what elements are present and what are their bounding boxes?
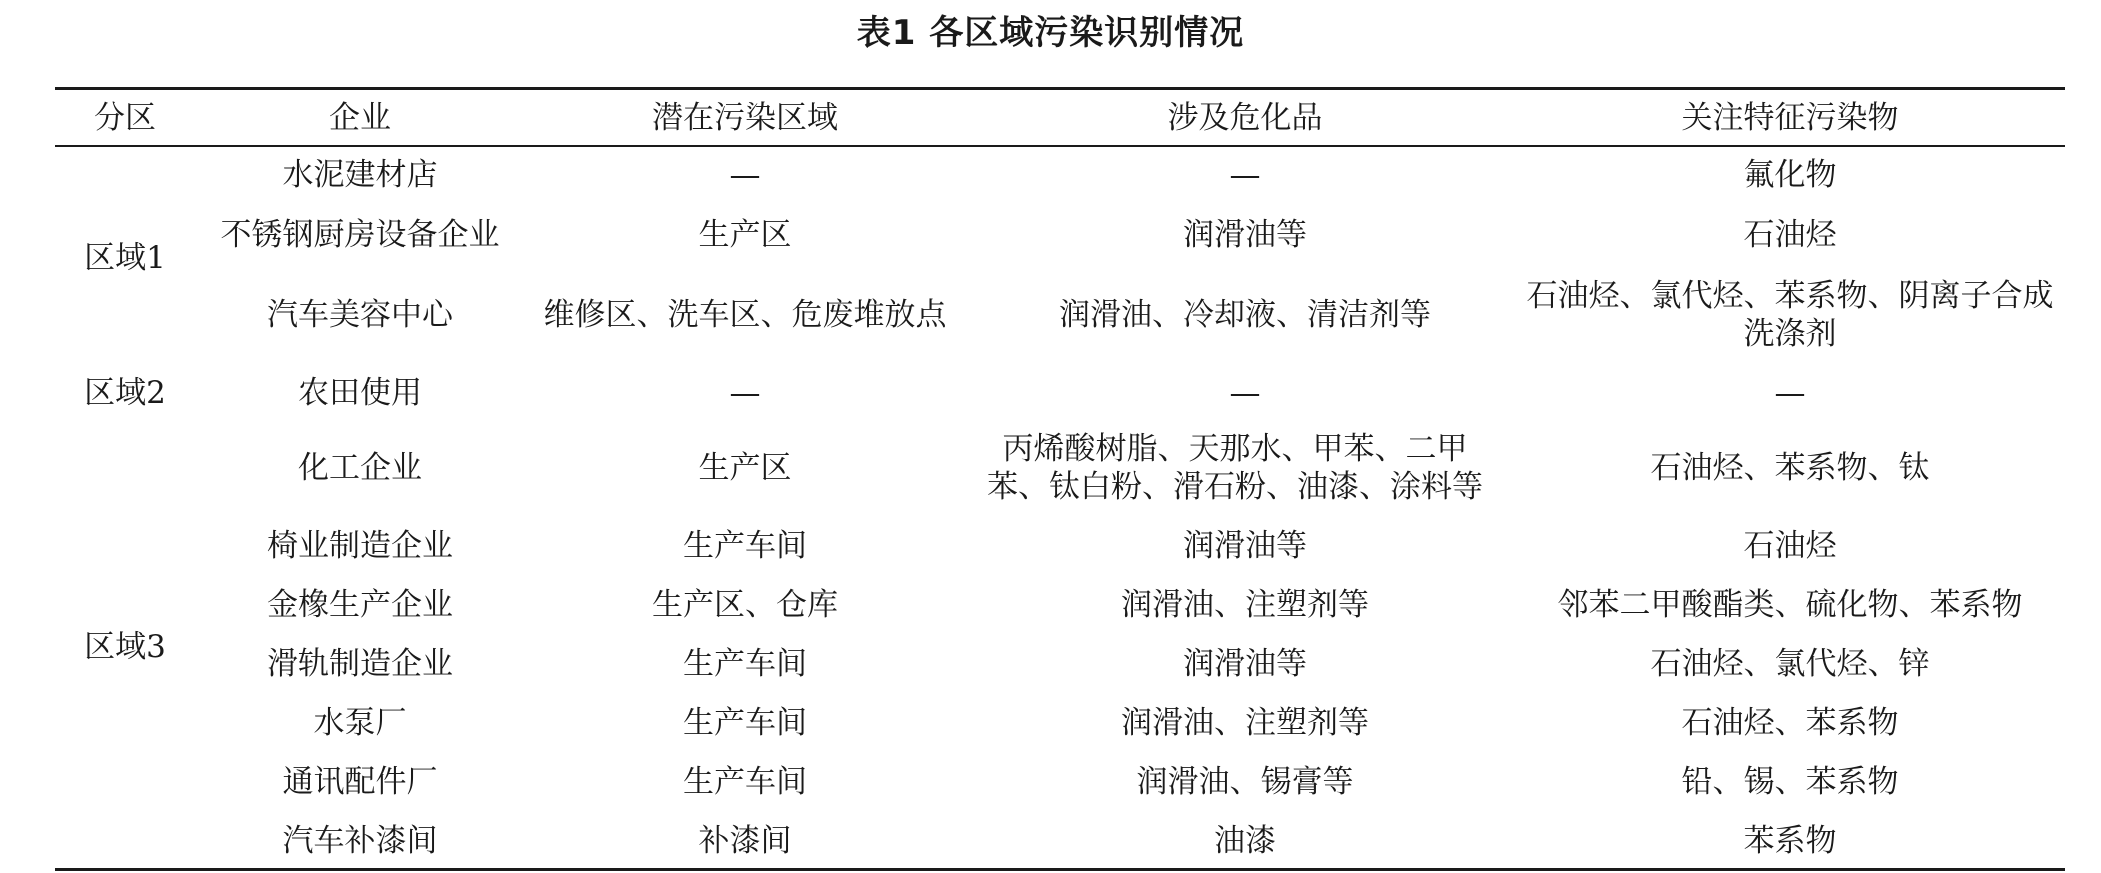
header-chemicals: 涉及危化品: [1167, 99, 1323, 136]
area-cell: 生产区: [698, 450, 792, 486]
company-cell: 滑轨制造企业: [267, 646, 453, 682]
company-cell: 农田使用: [298, 375, 422, 411]
zone-label: 区域2: [84, 375, 166, 411]
zone-label: 区域1: [84, 240, 166, 276]
pollutants-cell: 石油烃、苯系物: [1681, 705, 1899, 741]
company-cell: 水泵厂: [313, 705, 407, 741]
area-cell: —: [729, 157, 761, 193]
chemicals-cell: 润滑油等: [1183, 646, 1307, 682]
header-zone: 分区: [94, 99, 156, 136]
company-cell: 化工企业: [298, 450, 422, 486]
area-cell: 生产车间: [683, 764, 807, 800]
pollutants-cell: 邻苯二甲酸酯类、硫化物、苯系物: [1557, 587, 2023, 623]
pollutants-cell: 石油烃、苯系物、钛: [1650, 450, 1930, 486]
table-title: 表1 各区域污染识别情况: [856, 13, 1245, 53]
company-cell: 汽车补漆间: [282, 823, 438, 859]
chemicals-cell: —: [1229, 157, 1261, 193]
area-cell: 生产车间: [683, 646, 807, 682]
chemicals-cell: 润滑油、锡膏等: [1136, 764, 1354, 800]
pollutants-cell: 苯系物: [1743, 823, 1837, 859]
chemicals-cell: 润滑油、冷却液、清洁剂等: [1059, 297, 1431, 333]
area-cell: 补漆间: [698, 823, 792, 859]
header-company: 企业: [329, 99, 391, 136]
chemicals-cell: 润滑油、注塑剂等: [1121, 705, 1369, 741]
pollutants-cell: 石油烃、氯代烃、锌: [1650, 646, 1930, 682]
chemicals-cell: 润滑油等: [1183, 217, 1307, 253]
chemicals-cell: 油漆: [1214, 823, 1276, 859]
pollutants-cell: 石油烃、氯代烃、苯系物、阴离子合成洗涤剂: [1526, 278, 2054, 352]
area-cell: 生产区: [698, 217, 792, 253]
pollutants-cell: 铅、锡、苯系物: [1681, 764, 1899, 800]
header-rule: [55, 145, 2065, 147]
chemicals-cell: 润滑油等: [1183, 528, 1307, 564]
area-cell: 生产区、仓库: [652, 587, 838, 623]
area-cell: 生产车间: [683, 705, 807, 741]
company-cell: 水泥建材店: [282, 157, 438, 193]
area-cell: —: [729, 375, 761, 411]
company-cell: 汽车美容中心: [267, 297, 453, 333]
company-cell: 通讯配件厂: [282, 764, 438, 800]
area-cell: 维修区、洗车区、危废堆放点: [543, 297, 947, 333]
chemicals-cell: 丙烯酸树脂、天那水、甲苯、二甲苯、钛白粉、滑石粉、油漆、涂料等: [987, 431, 1483, 505]
header-area: 潜在污染区域: [652, 99, 838, 136]
company-cell: 不锈钢厨房设备企业: [220, 217, 500, 253]
company-cell: 椅业制造企业: [267, 528, 453, 564]
pollutants-cell: 石油烃: [1743, 528, 1837, 564]
chemicals-cell: —: [1229, 375, 1261, 411]
pollutants-cell: 石油烃: [1743, 217, 1837, 253]
pollutants-cell: 氟化物: [1743, 157, 1837, 193]
zone-label: 区域3: [84, 629, 166, 665]
area-cell: 生产车间: [683, 528, 807, 564]
company-cell: 金橡生产企业: [267, 587, 453, 623]
pollutants-cell: —: [1774, 375, 1806, 411]
bottom-rule: [55, 868, 2065, 871]
header-pollutants: 关注特征污染物: [1681, 99, 1899, 136]
chemicals-cell: 润滑油、注塑剂等: [1121, 587, 1369, 623]
